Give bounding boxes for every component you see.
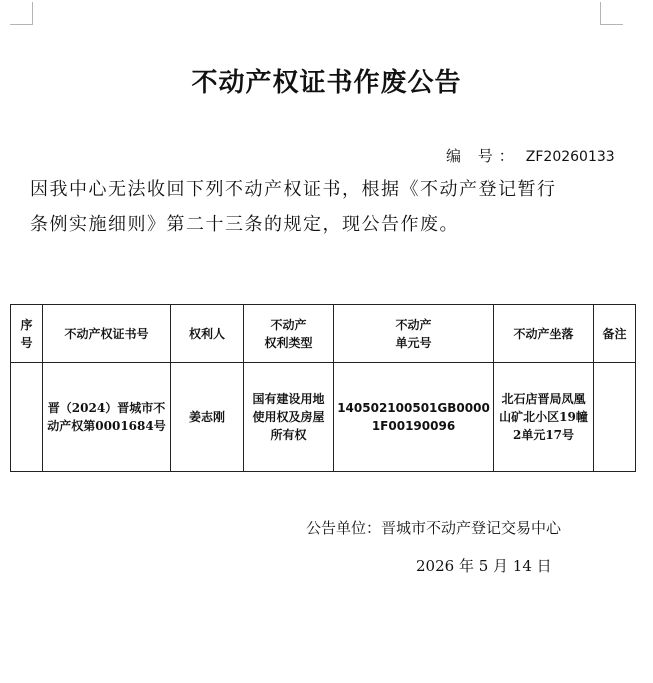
header-right-type: 不动产 权利类型	[244, 305, 334, 363]
header-cert-no: 不动产权证书号	[43, 305, 171, 363]
cell-cert-no: 晋（2024）晋城市不动产权第0001684号	[43, 363, 171, 472]
intro-line: 因我中心无法收回下列不动产权证书，根据《不动产登记暂行	[30, 179, 557, 200]
page-corner-mark-top-left	[10, 2, 33, 25]
page-title: 不动产权证书作废公告	[191, 68, 462, 98]
cell-owner: 姜志刚	[171, 363, 244, 472]
page-corner-mark-top-right	[600, 2, 623, 25]
cell-remarks	[594, 363, 636, 472]
issuer-line: 公告单位：晋城市不动产登记交易中心	[306, 519, 562, 537]
void-certificate-table	[10, 304, 636, 472]
table-row	[11, 363, 636, 472]
document-number-label: 编 号：	[446, 147, 520, 165]
issue-date: 2026 年 5 月 14 日	[416, 557, 552, 575]
table-header-row	[11, 305, 636, 363]
header-owner: 权利人	[171, 305, 244, 363]
cell-location: 北石店晋局凤凰山矿北小区19幢2单元17号	[494, 363, 594, 472]
document-number	[446, 145, 615, 166]
intro-line: 条例实施细则》第二十三条的规定，现公告作废。	[30, 214, 459, 235]
header-remarks: 备注	[594, 305, 636, 363]
header-seq: 序 号	[11, 305, 43, 363]
cell-unit-no: 140502100501GB00001F00190096	[334, 363, 494, 472]
cell-seq	[11, 363, 43, 472]
cell-right-type: 国有建设用地使用权及房屋所有权	[244, 363, 334, 472]
document-number-value: ZF20260133	[525, 149, 615, 165]
header-unit-no: 不动产 单元号	[334, 305, 494, 363]
intro-paragraph	[30, 172, 620, 242]
header-location: 不动产坐落	[494, 305, 594, 363]
